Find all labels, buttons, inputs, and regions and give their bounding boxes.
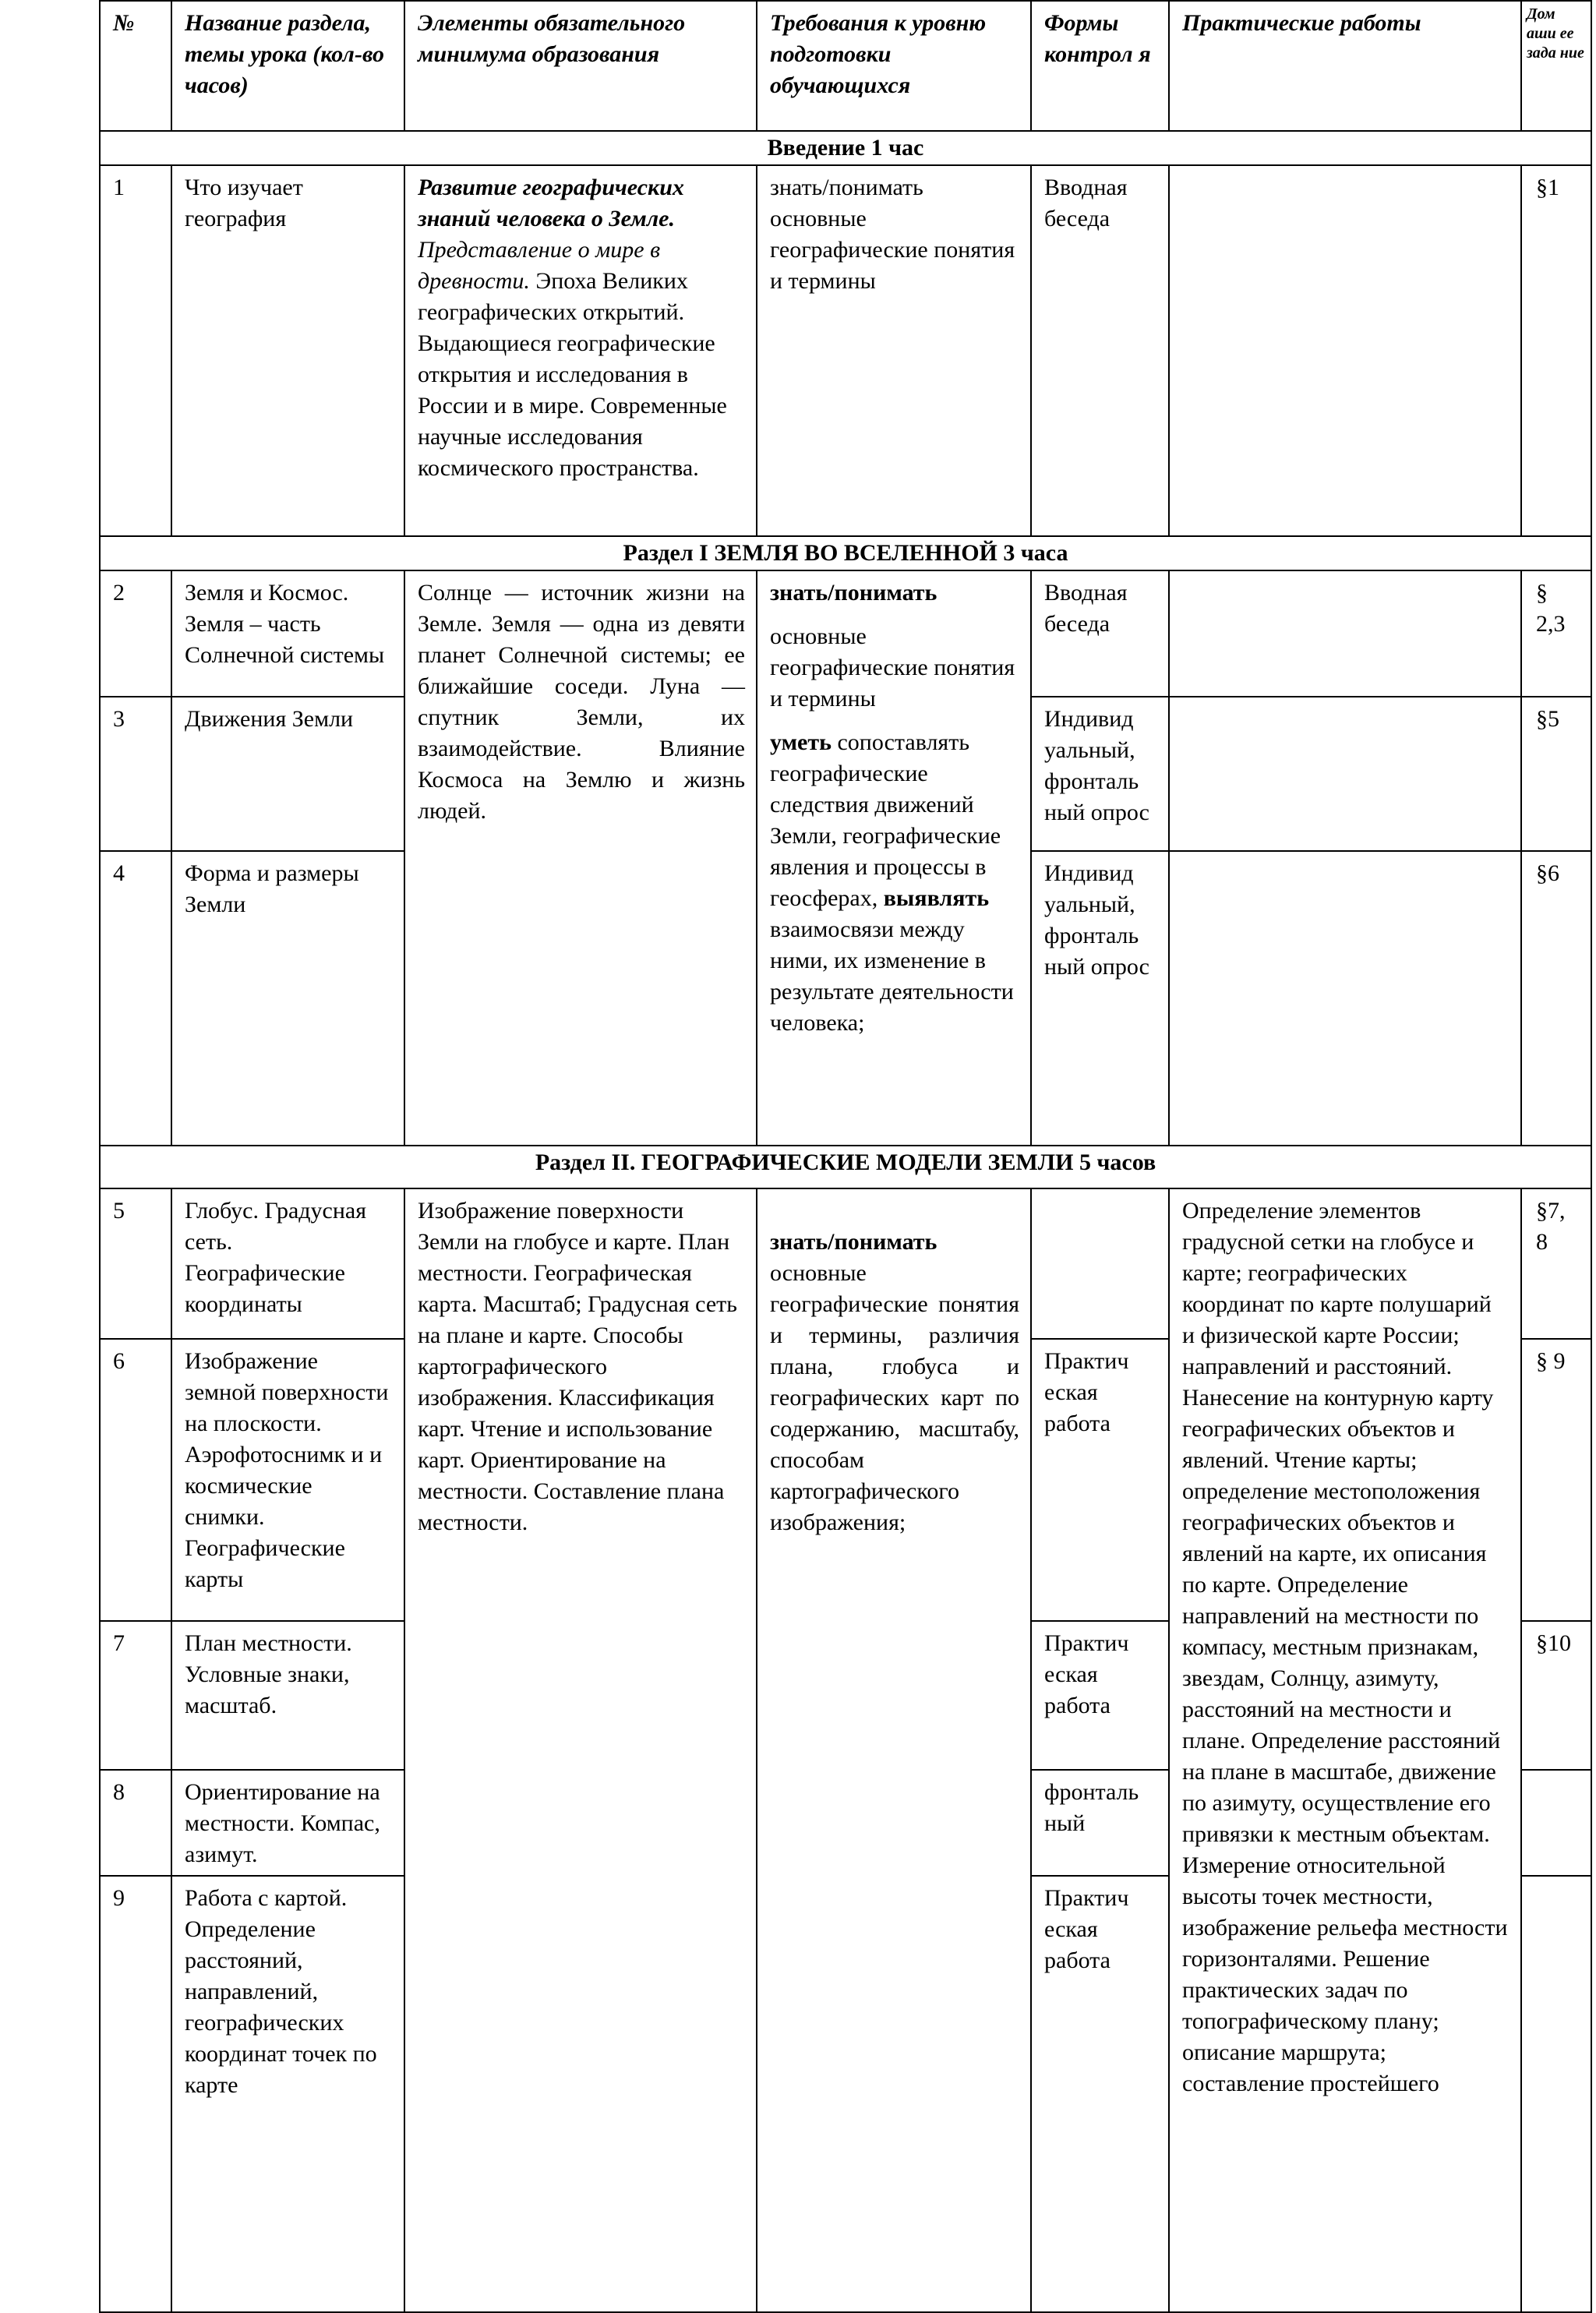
row-practical [1169,165,1521,536]
table-row [100,1188,1591,1339]
row-num: 4 [100,851,171,1146]
row-homework [1521,1876,1591,2312]
header-requirements: Требования к уровню подготовки обучающихся [757,1,1031,131]
row-topic: Форма и размеры Земли [171,851,404,1146]
row-topic: Земля и Космос. Земля – часть Солнечной системы [171,570,404,697]
row-elements [404,165,757,536]
row-control: фронталь ный [1031,1770,1169,1876]
row-num: 8 [100,1770,171,1876]
row-num: 1 [100,165,171,536]
req-know-text: основные географические понятия и термины [770,623,1015,712]
header-control: Формы контрол я [1031,1,1169,131]
row-homework [1521,1770,1591,1876]
section1-elements: Солнце — источник жизни на Земле. Земля — одна из девяти планет Солнечной системы; ее ближайшие соседи. Луна — спутник Земли, их взаимодействие. Влияние Космоса на Землю и жизнь людей. [404,570,757,1146]
header-num: № [100,1,171,131]
section-row [100,1146,1591,1188]
row-homework: §10 [1521,1621,1591,1770]
row-control: Практич еская работа [1031,1339,1169,1621]
row-num: 6 [100,1339,171,1621]
section2-requirements [757,1188,1031,2312]
header-row [100,1,1591,131]
row-topic: Ориентирование на местности. Компас, азимут. [171,1770,404,1876]
section-title-2: Раздел II. ГЕОГРАФИЧЕСКИЕ МОДЕЛИ ЗЕМЛИ 5 часов [100,1146,1591,1188]
elements-italic-text: Представление о мире в древности. [418,237,661,294]
row-control [1031,1188,1169,1339]
row-topic: Движения Земли [171,697,404,851]
section-row [100,536,1591,570]
table-row [100,570,1591,697]
elements-text: Эпоха Великих географических открытий. Выдающиеся географические открытия и исследования в России и в мире. Современные научные исследования космического пространства. [418,268,727,481]
row-practical [1169,851,1521,1146]
section1-requirements [757,570,1031,1146]
row-num: 5 [100,1188,171,1339]
row-control: Практич еская работа [1031,1876,1169,2312]
header-practical: Практические работы [1169,1,1521,131]
row-practical [1169,570,1521,697]
req-know-label: знать/понимать [770,580,937,606]
row-homework: §6 [1521,851,1591,1146]
section-row [100,131,1591,165]
section-title-intro: Введение 1 час [100,131,1591,165]
row-homework: §7, 8 [1521,1188,1591,1339]
section2-elements: Изображение поверхности Земли на глобусе и карте. План местности. Географическая карта. Масштаб; Градусная сеть на плане и карте. Способы картографического изображения. Классификация карт. Чтение и использование карт. Ориентирование на местности. Составление плана местности. [404,1188,757,2312]
row-requirements: знать/понимать основные географические понятия и термины [757,165,1031,536]
row-num: 9 [100,1876,171,2312]
section-title-1: Раздел I ЗЕМЛЯ ВО ВСЕЛЕННОЙ 3 часа [100,536,1591,570]
header-elements: Элементы обязательного минимума образования [404,1,757,131]
req-can-label: уметь [770,729,832,755]
elements-bold-text: Развитие географических знаний человека о Земле. [418,175,684,231]
row-homework: § 2,3 [1521,570,1591,697]
row-topic: Глобус. Градусная сеть. Географические координаты [171,1188,404,1339]
req-can-text: сопоставлять географические следствия движений Земли, географические явления и процессы в геосферах, [770,729,1001,911]
row-control: Индивид уальный, фронталь ный опрос [1031,851,1169,1146]
row-num: 2 [100,570,171,697]
table-row [100,165,1591,536]
row-practical [1169,697,1521,851]
row-topic: Изображение земной поверхности на плоскости. Аэрофотоснимк и и космические снимки. Географические карты [171,1339,404,1621]
row-homework: §1 [1521,165,1591,536]
section2-practical: Определение элементов градусной сетки на глобусе и карте; географических координат по карте полушарий и физической карте России; направлений и расстояний. Нанесение на контурную карту географических объектов и явлений. Чтение карты; определение местоположения географических объектов и явлений на карте, их описания по карте. Определение направлений на местности по компасу, местным признакам, звездам, Солнцу, азимуту, расстояний на местности и плане. Определение расстояний на плане в масштабе, движение по азимуту, осуществление его привязки к местным объектам. Измерение относительной высоты точек местности, изображение рельефа местности горизонталями. Решение практических задач по топографическому плану; описание маршрута; составление простейшего [1169,1188,1521,2312]
row-homework: §5 [1521,697,1591,851]
row-control: Вводная беседа [1031,165,1169,536]
lesson-plan-table [99,0,1592,2313]
row-topic: Что изучает география [171,165,404,536]
row-control: Вводная беседа [1031,570,1169,697]
row-topic: Работа с картой. Определение расстояний, направлений, географических координат точек по карте [171,1876,404,2312]
req-reveal-label: выявлять [883,885,990,911]
row-num: 3 [100,697,171,851]
row-control: Индивид уальный, фронталь ный опрос [1031,697,1169,851]
req-know-label: знать/понимать [770,1229,937,1255]
header-topic: Название раздела, темы урока (кол-во часов) [171,1,404,131]
row-num: 7 [100,1621,171,1770]
req-know-text: основные географические понятия и термины, различия плана, глобуса и географических карт по содержанию, масштабу, способам картографического изображения; [770,1260,1019,1535]
row-topic: План местности. Условные знаки, масштаб. [171,1621,404,1770]
row-homework: § 9 [1521,1339,1591,1621]
req-reveal-text: взаимосвязи между ними, их изменение в результате деятельности человека; [770,916,1014,1036]
header-homework: Дом аши ее зада ние [1521,1,1591,131]
row-control: Практич еская работа [1031,1621,1169,1770]
